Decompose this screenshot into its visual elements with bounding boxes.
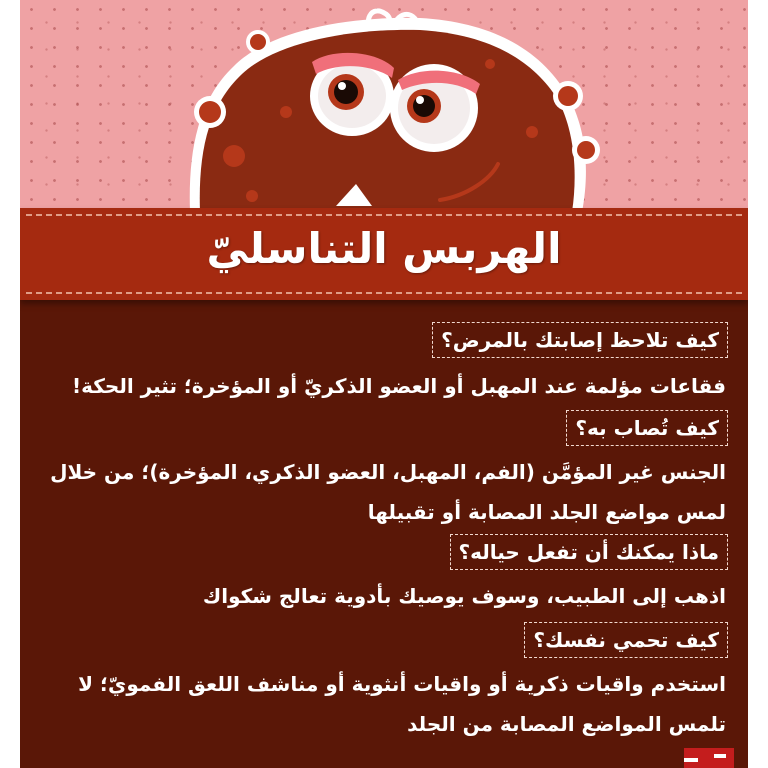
- poster: [20, 0, 748, 768]
- answer-4: استخدم واقيات ذكرية أو واقيات أنثوية أو مناشف اللعق الفمويّ؛ لا تلمس المواضع المصابة من الجلد: [78, 672, 726, 736]
- hero-illustration: [20, 0, 748, 212]
- answer-2: الجنس غير المؤمَّن (الفم، المهبل، العضو الذكري، المؤخرة)؛ من خلال لمس مواضع الجلد المصابة أو تقبيلها: [50, 460, 726, 524]
- page-title: الهربس التناسليّ: [206, 224, 562, 273]
- question-4: كيف تحمي نفسك؟: [524, 622, 728, 658]
- tab-mark: [714, 754, 726, 758]
- question-2: كيف تُصاب به؟: [566, 410, 728, 446]
- answer-1: فقاعات مؤلمة عند المهبل أو العضو الذكريّ أو المؤخرة؛ تثير الحكة!: [72, 374, 726, 398]
- question-3: ماذا يمكنك أن تفعل حياله؟: [450, 534, 729, 570]
- tab-mark: [684, 758, 698, 762]
- title-banner: [20, 208, 748, 300]
- virus-monster-illustration: [20, 0, 748, 212]
- next-section-tab: [684, 748, 734, 768]
- question-1: كيف تلاحظ إصابتك بالمرض؟: [432, 322, 728, 358]
- answer-3: اذهب إلى الطبيب، وسوف يوصيك بأدوية تعالج شكواك: [202, 584, 726, 608]
